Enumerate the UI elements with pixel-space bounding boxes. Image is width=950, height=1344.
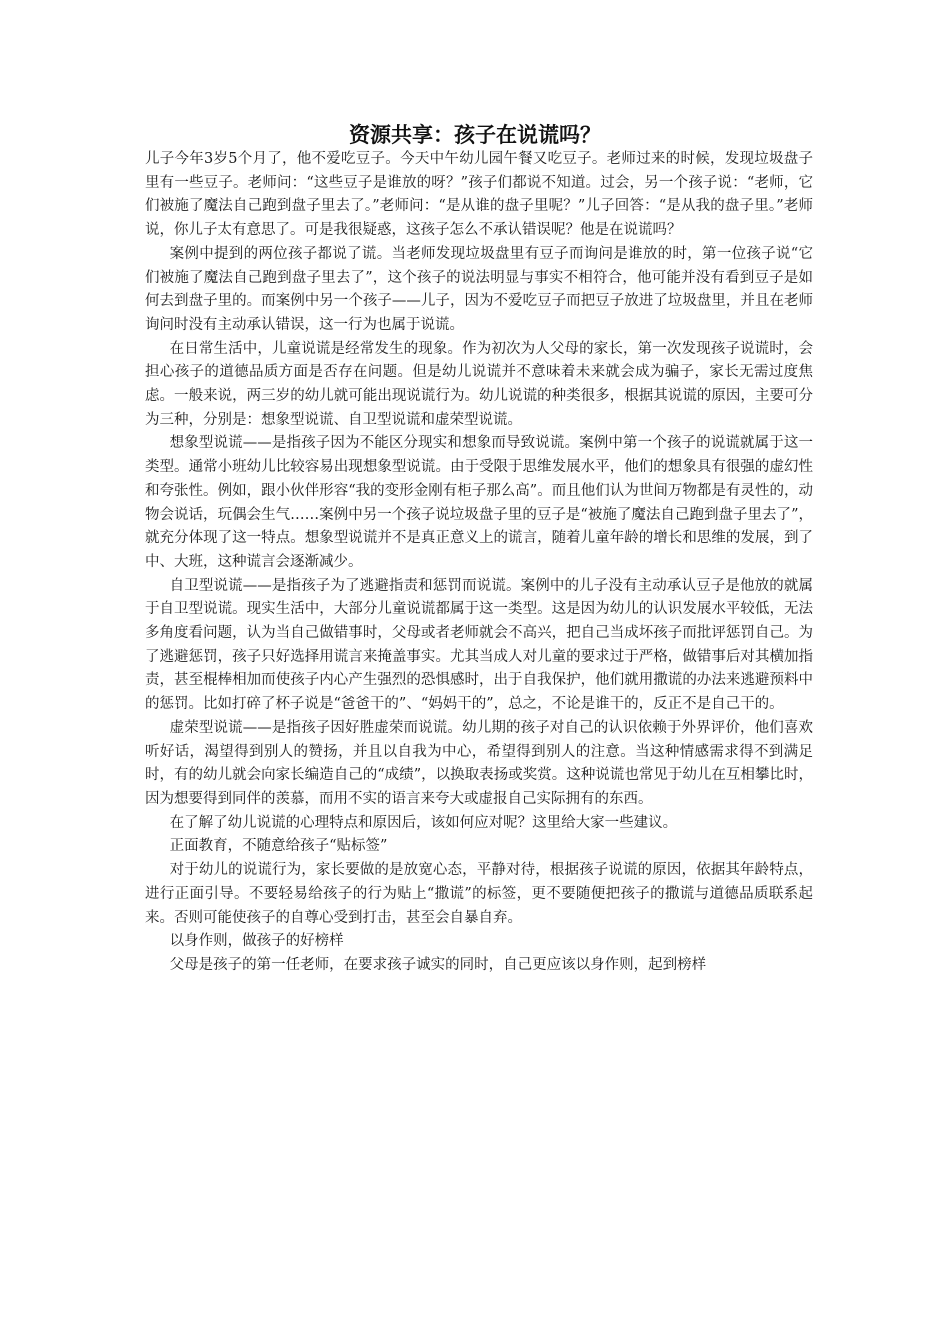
- advice-heading-positive-education: 正面教育，不随意给孩子“贴标签”: [169, 838, 388, 855]
- document-body: [145, 148, 813, 978]
- paragraph-lying-overview: 在日常生活中，儿童说谎是经常发生的现象。作为初次为人父母的家长，第一次发现孩子说谎时，会担心孩子的道德品质方面是否存在问题。但是幼儿说谎并不意味着未来就会成为骗子，家长无需过度焦虑。一般来说，两三岁的幼儿就可能出现说谎行为。幼儿说谎的种类很多，根据其说谎的原因，主要可分为三种，分别是：想象型说谎、自卫型说谎和虚荣型说谎。: [145, 340, 813, 428]
- paragraph-imaginative-lying: 想象型说谎——是指孩子因为不能区分现实和想象而导致说谎。案例中第一个孩子的说谎就属于这一类型。通常小班幼儿比较容易出现想象型说谎。由于受限于思维发展水平，他们的想象具有很强的虚幻性和夸张性。例如，跟小伙伴形容“我的变形金刚有柜子那么高”。而且他们认为世间万物都是有灵性的，动物会说话，玩偶会生气……案例中另一个孩子说垃圾盘子里的豆子是“被施了魔法自己跑到盘子里去了”，就充分体现了这一特点。想象型说谎并不是真正意义上的谎言，随着儿童年龄的增长和思维的发展，到了中、大班，这种谎言会逐渐减少。: [145, 435, 813, 570]
- paragraph-advice-intro: 在了解了幼儿说谎的心理特点和原因后，该如何应对呢？这里给大家一些建议。: [169, 814, 678, 831]
- paragraph-case-story: 儿子今年3岁5个月了，他不爱吃豆子。今天中午幼儿园午餐又吃豆子。老师过来的时候，发现垃圾盘子里有一些豆子。老师问：“这些豆子是谁放的呀？”孩子们都说不知道。过会，另一个孩子说：“老师，它们被施了魔法自己跑到盘子里去了。”老师问：“是从谁的盘子里呢？”儿子回答：“是从我的盘子里。”老师说，你儿子太有意思了。可是我很疑惑，这孩子怎么不承认错误呢？他是在说谎吗？: [145, 151, 813, 239]
- paragraph-vanity-lying: 虚荣型说谎——是指孩子因好胜虚荣而说谎。幼儿期的孩子对自己的认识依赖于外界评价，他们喜欢听好话，渴望得到别人的赞扬，并且以自我为中心，希望得到别人的注意。当这种情感需求得不到满足时，有的幼儿就会向家长编造自己的“成绩”，以换取表扬或奖赏。这种说谎也常见于幼儿在互相攀比时，因为想要得到同伴的羡慕，而用不实的语言来夸大或虚报自己实际拥有的东西。: [145, 719, 813, 807]
- paragraph-case-analysis: 案例中提到的两位孩子都说了谎。当老师发现垃圾盘里有豆子而询问是谁放的时，第一位孩子说“它们被施了魔法自己跑到盘子里去了”，这个孩子的说法明显与事实不相符合，他可能并没有看到豆子是如何去到盘子里的。而案例中另一个孩子——儿子，因为不爱吃豆子而把豆子放进了垃圾盘里，并且在老师询问时没有主动承认错误，这一行为也属于说谎。: [145, 245, 813, 333]
- paragraph-role-model: 父母是孩子的第一任老师，在要求孩子诚实的同时，自己更应该以身作则，起到榜样: [169, 956, 707, 973]
- document-title: 资源共享：孩子在说谎吗？: [349, 123, 601, 147]
- paragraph-self-defense-lying: 自卫型说谎——是指孩子为了逃避指责和惩罚而说谎。案例中的儿子没有主动承认豆子是他放的就属于自卫型说谎。现实生活中，大部分儿童说谎都属于这一类型。这是因为幼儿的认识发展水平较低，无法多角度看问题，认为当自己做错事时，父母或者老师就会不高兴，把自己当成坏孩子而批评惩罚自己。为了逃避惩罚，孩子只好选择用谎言来掩盖事实。尤其当成人对儿童的要求过于严格，做错事后对其横加指责，甚至棍棒相加而使孩子内心产生强烈的恐惧感时，出于自我保护，他们就用撒谎的办法来逃避预料中的惩罚。比如打碎了杯子说是“爸爸干的”、“妈妈干的”，总之，不论是谁干的，反正不是自己干的。: [145, 577, 813, 713]
- advice-heading-role-model: 以身作则，做孩子的好榜样: [169, 933, 344, 950]
- paragraph-positive-education: 对于幼儿的说谎行为，家长要做的是放宽心态，平静对待，根据孩子说谎的原因，依据其年龄特点，进行正面引导。不要轻易给孩子的行为贴上“撒谎”的标签，更不要随便把孩子的撒谎与道德品质联系起来。否则可能使孩子的自尊心受到打击，甚至会自暴自弃。: [145, 862, 813, 926]
